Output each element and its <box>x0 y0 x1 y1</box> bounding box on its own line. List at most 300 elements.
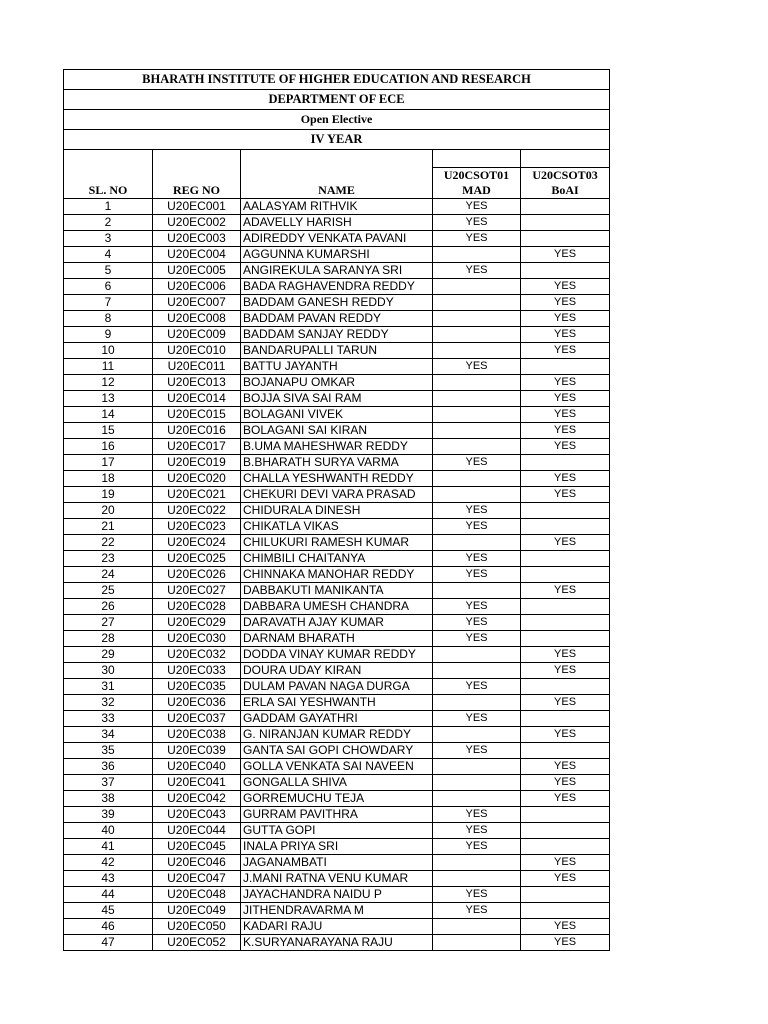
sl-no-cell: 47 <box>64 935 153 951</box>
sl-no-cell: 8 <box>64 311 153 327</box>
table-row <box>64 231 610 247</box>
name-cell: AGGUNNA KUMARSHI <box>241 247 433 263</box>
boai-cell: YES <box>521 727 610 743</box>
sl-no-cell: 35 <box>64 743 153 759</box>
sl-no-cell: 12 <box>64 375 153 391</box>
mad-cell <box>433 391 521 407</box>
name-cell: CHIDURALA DINESH <box>241 503 433 519</box>
reg-no-cell: U20EC015 <box>153 407 241 423</box>
table-row <box>64 375 610 391</box>
mad-cell: YES <box>433 823 521 839</box>
mad-cell: YES <box>433 839 521 855</box>
sl-no-cell: 38 <box>64 791 153 807</box>
boai-cell: YES <box>521 935 610 951</box>
sl-no-cell: 31 <box>64 679 153 695</box>
name-cell: K.SURYANARAYANA RAJU <box>241 935 433 951</box>
mad-cell <box>433 327 521 343</box>
department-title: DEPARTMENT OF ECE <box>64 90 610 110</box>
reg-no-cell: U20EC009 <box>153 327 241 343</box>
sl-no-cell: 19 <box>64 487 153 503</box>
boai-cell: YES <box>521 791 610 807</box>
name-cell: GONGALLA SHIVA <box>241 775 433 791</box>
name-cell: GUTTA GOPI <box>241 823 433 839</box>
reg-no-cell: U20EC043 <box>153 807 241 823</box>
boai-cell <box>521 743 610 759</box>
sl-no-cell: 15 <box>64 423 153 439</box>
reg-no-cell: U20EC002 <box>153 215 241 231</box>
name-cell: GORREMUCHU TEJA <box>241 791 433 807</box>
name-cell: BADDAM SANJAY REDDY <box>241 327 433 343</box>
name-cell: BOLAGANI VIVEK <box>241 407 433 423</box>
sl-no-cell: 30 <box>64 663 153 679</box>
name-cell: DARNAM BHARATH <box>241 631 433 647</box>
sl-no-cell: 13 <box>64 391 153 407</box>
mad-cell <box>433 343 521 359</box>
reg-no-cell: U20EC044 <box>153 823 241 839</box>
name-cell: CHEKURI DEVI VARA PRASAD <box>241 487 433 503</box>
name-cell: AALASYAM RITHVIK <box>241 199 433 215</box>
mad-cell <box>433 471 521 487</box>
sl-no-cell: 14 <box>64 407 153 423</box>
table-row <box>64 439 610 455</box>
header-row-department <box>64 90 610 110</box>
col-header-reg-no: REG NO <box>153 150 241 199</box>
table-row <box>64 359 610 375</box>
boai-cell: YES <box>521 311 610 327</box>
name-cell: BADA RAGHAVENDRA REDDY <box>241 279 433 295</box>
sl-no-cell: 42 <box>64 855 153 871</box>
sl-no-cell: 36 <box>64 759 153 775</box>
name-cell: KADARI RAJU <box>241 919 433 935</box>
sl-no-cell: 43 <box>64 871 153 887</box>
boai-cell <box>521 551 610 567</box>
reg-no-cell: U20EC048 <box>153 887 241 903</box>
reg-no-cell: U20EC006 <box>153 279 241 295</box>
sl-no-cell: 6 <box>64 279 153 295</box>
boai-cell: YES <box>521 391 610 407</box>
mad-cell: YES <box>433 199 521 215</box>
reg-no-cell: U20EC005 <box>153 263 241 279</box>
sl-no-cell: 37 <box>64 775 153 791</box>
header-row-institute <box>64 70 610 90</box>
name-cell: J.MANI RATNA VENU KUMAR <box>241 871 433 887</box>
reg-no-cell: U20EC037 <box>153 711 241 727</box>
mad-cell <box>433 871 521 887</box>
boai-cell: YES <box>521 295 610 311</box>
table-row <box>64 887 610 903</box>
name-cell: BADDAM GANESH REDDY <box>241 295 433 311</box>
sl-no-cell: 28 <box>64 631 153 647</box>
mad-cell: YES <box>433 567 521 583</box>
reg-no-cell: U20EC001 <box>153 199 241 215</box>
mad-cell <box>433 759 521 775</box>
mad-cell: YES <box>433 503 521 519</box>
reg-no-cell: U20EC028 <box>153 599 241 615</box>
mad-cell <box>433 695 521 711</box>
table-row <box>64 743 610 759</box>
table-row <box>64 615 610 631</box>
mad-cell: YES <box>433 263 521 279</box>
mad-cell <box>433 407 521 423</box>
table-row <box>64 695 610 711</box>
name-cell: CHALLA YESHWANTH REDDY <box>241 471 433 487</box>
reg-no-cell: U20EC025 <box>153 551 241 567</box>
table-row <box>64 631 610 647</box>
table-row <box>64 807 610 823</box>
reg-no-cell: U20EC033 <box>153 663 241 679</box>
boai-cell: YES <box>521 919 610 935</box>
sl-no-cell: 33 <box>64 711 153 727</box>
mad-cell <box>433 487 521 503</box>
mad-cell: YES <box>433 551 521 567</box>
table-row <box>64 279 610 295</box>
sl-no-cell: 18 <box>64 471 153 487</box>
sl-no-cell: 20 <box>64 503 153 519</box>
mad-cell: YES <box>433 887 521 903</box>
reg-no-cell: U20EC017 <box>153 439 241 455</box>
boai-cell: YES <box>521 663 610 679</box>
name-cell: JITHENDRAVARMA M <box>241 903 433 919</box>
mad-cell: YES <box>433 615 521 631</box>
table-row <box>64 935 610 951</box>
table-row <box>64 295 610 311</box>
reg-no-cell: U20EC026 <box>153 567 241 583</box>
boai-cell: YES <box>521 583 610 599</box>
boai-cell: YES <box>521 647 610 663</box>
boai-cell: YES <box>521 855 610 871</box>
sl-no-cell: 11 <box>64 359 153 375</box>
sl-no-cell: 32 <box>64 695 153 711</box>
table-row <box>64 855 610 871</box>
mad-cell <box>433 279 521 295</box>
mad-cell <box>433 791 521 807</box>
col-header-name: NAME <box>241 150 433 199</box>
boai-cell <box>521 519 610 535</box>
reg-no-cell: U20EC021 <box>153 487 241 503</box>
name-cell: DOURA UDAY KIRAN <box>241 663 433 679</box>
mad-cell: YES <box>433 631 521 647</box>
table-row <box>64 919 610 935</box>
sl-no-cell: 34 <box>64 727 153 743</box>
boai-cell <box>521 215 610 231</box>
sl-no-cell: 9 <box>64 327 153 343</box>
reg-no-cell: U20EC014 <box>153 391 241 407</box>
year-title: IV YEAR <box>64 130 610 150</box>
boai-cell <box>521 631 610 647</box>
name-cell: BOJANAPU OMKAR <box>241 375 433 391</box>
reg-no-cell: U20EC007 <box>153 295 241 311</box>
mad-cell: YES <box>433 359 521 375</box>
name-cell: BANDARUPALLI TARUN <box>241 343 433 359</box>
boai-cell <box>521 615 610 631</box>
name-cell: ANGIREKULA SARANYA SRI <box>241 263 433 279</box>
sl-no-cell: 10 <box>64 343 153 359</box>
reg-no-cell: U20EC004 <box>153 247 241 263</box>
boai-cell: YES <box>521 423 610 439</box>
enrollment-table <box>63 69 610 951</box>
mad-cell <box>433 775 521 791</box>
reg-no-cell: U20EC022 <box>153 503 241 519</box>
name-cell: JAYACHANDRA NAIDU P <box>241 887 433 903</box>
name-cell: BOJJA SIVA SAI RAM <box>241 391 433 407</box>
table-row <box>64 311 610 327</box>
mad-cell <box>433 647 521 663</box>
col-header-sl-no: SL. NO <box>64 150 153 199</box>
boai-cell: YES <box>521 535 610 551</box>
boai-cell <box>521 599 610 615</box>
course2-code: U20CSOT03 <box>532 168 598 182</box>
reg-no-cell: U20EC003 <box>153 231 241 247</box>
name-cell: DABBAKUTI MANIKANTA <box>241 583 433 599</box>
reg-no-cell: U20EC019 <box>153 455 241 471</box>
table-row <box>64 759 610 775</box>
sl-no-cell: 17 <box>64 455 153 471</box>
reg-no-cell: U20EC024 <box>153 535 241 551</box>
name-cell: GURRAM PAVITHRA <box>241 807 433 823</box>
name-cell: GOLLA VENKATA SAI NAVEEN <box>241 759 433 775</box>
boai-cell: YES <box>521 695 610 711</box>
boai-cell <box>521 887 610 903</box>
mad-cell <box>433 295 521 311</box>
table-row <box>64 599 610 615</box>
header-row-year <box>64 130 610 150</box>
boai-cell: YES <box>521 375 610 391</box>
sl-no-cell: 45 <box>64 903 153 919</box>
table-row <box>64 423 610 439</box>
mad-cell: YES <box>433 679 521 695</box>
mad-cell <box>433 583 521 599</box>
col-header-course2 <box>521 168 610 199</box>
mad-cell: YES <box>433 455 521 471</box>
name-cell: CHILUKURI RAMESH KUMAR <box>241 535 433 551</box>
table-row <box>64 407 610 423</box>
reg-no-cell: U20EC045 <box>153 839 241 855</box>
boai-cell: YES <box>521 327 610 343</box>
reg-no-cell: U20EC013 <box>153 375 241 391</box>
table-row <box>64 775 610 791</box>
name-cell: DULAM PAVAN NAGA DURGA <box>241 679 433 695</box>
mad-cell <box>433 423 521 439</box>
name-cell: ADAVELLY HARISH <box>241 215 433 231</box>
sl-no-cell: 24 <box>64 567 153 583</box>
reg-no-cell: U20EC050 <box>153 919 241 935</box>
col-header-course1-spacer <box>433 150 521 168</box>
reg-no-cell: U20EC040 <box>153 759 241 775</box>
name-cell: BOLAGANI SAI KIRAN <box>241 423 433 439</box>
mad-cell: YES <box>433 807 521 823</box>
mad-cell <box>433 535 521 551</box>
sl-no-cell: 39 <box>64 807 153 823</box>
name-cell: ERLA SAI YESHWANTH <box>241 695 433 711</box>
boai-cell <box>521 455 610 471</box>
reg-no-cell: U20EC023 <box>153 519 241 535</box>
sl-no-cell: 41 <box>64 839 153 855</box>
elective-title: Open Elective <box>64 110 610 130</box>
mad-cell <box>433 727 521 743</box>
boai-cell: YES <box>521 343 610 359</box>
name-cell: BADDAM PAVAN REDDY <box>241 311 433 327</box>
reg-no-cell: U20EC036 <box>153 695 241 711</box>
sl-no-cell: 40 <box>64 823 153 839</box>
name-cell: CHINNAKA MANOHAR REDDY <box>241 567 433 583</box>
table-row <box>64 391 610 407</box>
table-row <box>64 519 610 535</box>
name-cell: INALA PRIYA SRI <box>241 839 433 855</box>
reg-no-cell: U20EC008 <box>153 311 241 327</box>
name-cell: DODDA VINAY KUMAR REDDY <box>241 647 433 663</box>
name-cell: B.UMA MAHESHWAR REDDY <box>241 439 433 455</box>
sl-no-cell: 7 <box>64 295 153 311</box>
sl-no-cell: 4 <box>64 247 153 263</box>
boai-cell <box>521 839 610 855</box>
boai-cell: YES <box>521 775 610 791</box>
sl-no-cell: 29 <box>64 647 153 663</box>
reg-no-cell: U20EC010 <box>153 343 241 359</box>
table-row <box>64 247 610 263</box>
boai-cell: YES <box>521 439 610 455</box>
name-cell: GADDAM GAYATHRI <box>241 711 433 727</box>
table-row <box>64 823 610 839</box>
table-row <box>64 343 610 359</box>
reg-no-cell: U20EC032 <box>153 647 241 663</box>
boai-cell <box>521 823 610 839</box>
table-row <box>64 663 610 679</box>
mad-cell: YES <box>433 215 521 231</box>
sl-no-cell: 2 <box>64 215 153 231</box>
table-row <box>64 791 610 807</box>
reg-no-cell: U20EC016 <box>153 423 241 439</box>
boai-cell <box>521 567 610 583</box>
mad-cell <box>433 375 521 391</box>
sl-no-cell: 22 <box>64 535 153 551</box>
boai-cell: YES <box>521 871 610 887</box>
course1-name: MAD <box>462 183 491 197</box>
reg-no-cell: U20EC041 <box>153 775 241 791</box>
reg-no-cell: U20EC046 <box>153 855 241 871</box>
boai-cell <box>521 807 610 823</box>
table-row <box>64 711 610 727</box>
mad-cell <box>433 439 521 455</box>
mad-cell <box>433 919 521 935</box>
boai-cell <box>521 359 610 375</box>
mad-cell <box>433 247 521 263</box>
name-cell: CHIMBILI CHAITANYA <box>241 551 433 567</box>
sl-no-cell: 46 <box>64 919 153 935</box>
sl-no-cell: 1 <box>64 199 153 215</box>
reg-no-cell: U20EC030 <box>153 631 241 647</box>
name-cell: GANTA SAI GOPI CHOWDARY <box>241 743 433 759</box>
boai-cell: YES <box>521 471 610 487</box>
mad-cell <box>433 663 521 679</box>
reg-no-cell: U20EC039 <box>153 743 241 759</box>
table-row <box>64 535 610 551</box>
institute-title: BHARATH INSTITUTE OF HIGHER EDUCATION AND RESEARCH <box>64 70 610 90</box>
name-cell: JAGANAMBATI <box>241 855 433 871</box>
boai-cell <box>521 199 610 215</box>
sl-no-cell: 21 <box>64 519 153 535</box>
reg-no-cell: U20EC047 <box>153 871 241 887</box>
column-header-row-top <box>64 150 610 168</box>
boai-cell: YES <box>521 279 610 295</box>
col-header-course1 <box>433 168 521 199</box>
mad-cell: YES <box>433 743 521 759</box>
mad-cell: YES <box>433 903 521 919</box>
boai-cell <box>521 711 610 727</box>
name-cell: ADIREDDY VENKATA PAVANI <box>241 231 433 247</box>
col-header-course2-spacer <box>521 150 610 168</box>
boai-cell <box>521 231 610 247</box>
table-row <box>64 903 610 919</box>
table-row <box>64 263 610 279</box>
table-row <box>64 839 610 855</box>
table-row <box>64 487 610 503</box>
table-row <box>64 871 610 887</box>
table-row <box>64 199 610 215</box>
name-cell: B.BHARATH SURYA VARMA <box>241 455 433 471</box>
name-cell: CHIKATLA VIKAS <box>241 519 433 535</box>
boai-cell <box>521 903 610 919</box>
mad-cell: YES <box>433 711 521 727</box>
sl-no-cell: 27 <box>64 615 153 631</box>
reg-no-cell: U20EC011 <box>153 359 241 375</box>
sl-no-cell: 16 <box>64 439 153 455</box>
mad-cell <box>433 311 521 327</box>
name-cell: DARAVATH AJAY KUMAR <box>241 615 433 631</box>
header-row-elective <box>64 110 610 130</box>
boai-cell: YES <box>521 487 610 503</box>
name-cell: G. NIRANJAN KUMAR REDDY <box>241 727 433 743</box>
table-row <box>64 551 610 567</box>
table-row <box>64 503 610 519</box>
sl-no-cell: 26 <box>64 599 153 615</box>
reg-no-cell: U20EC038 <box>153 727 241 743</box>
reg-no-cell: U20EC020 <box>153 471 241 487</box>
sl-no-cell: 23 <box>64 551 153 567</box>
mad-cell <box>433 935 521 951</box>
sl-no-cell: 5 <box>64 263 153 279</box>
table-row <box>64 679 610 695</box>
name-cell: DABBARA UMESH CHANDRA <box>241 599 433 615</box>
reg-no-cell: U20EC052 <box>153 935 241 951</box>
sl-no-cell: 25 <box>64 583 153 599</box>
table-row <box>64 567 610 583</box>
table-row <box>64 727 610 743</box>
table-row <box>64 647 610 663</box>
boai-cell: YES <box>521 759 610 775</box>
reg-no-cell: U20EC027 <box>153 583 241 599</box>
mad-cell: YES <box>433 599 521 615</box>
mad-cell: YES <box>433 231 521 247</box>
boai-cell: YES <box>521 407 610 423</box>
reg-no-cell: U20EC029 <box>153 615 241 631</box>
mad-cell: YES <box>433 519 521 535</box>
sl-no-cell: 44 <box>64 887 153 903</box>
table-row <box>64 215 610 231</box>
course2-name: BoAI <box>551 183 579 197</box>
course1-code: U20CSOT01 <box>443 168 510 182</box>
reg-no-cell: U20EC042 <box>153 791 241 807</box>
sl-no-cell: 3 <box>64 231 153 247</box>
boai-cell <box>521 503 610 519</box>
mad-cell <box>433 855 521 871</box>
name-cell: BATTU JAYANTH <box>241 359 433 375</box>
boai-cell <box>521 263 610 279</box>
reg-no-cell: U20EC049 <box>153 903 241 919</box>
table-row <box>64 327 610 343</box>
table-row <box>64 471 610 487</box>
boai-cell <box>521 679 610 695</box>
table-row <box>64 583 610 599</box>
